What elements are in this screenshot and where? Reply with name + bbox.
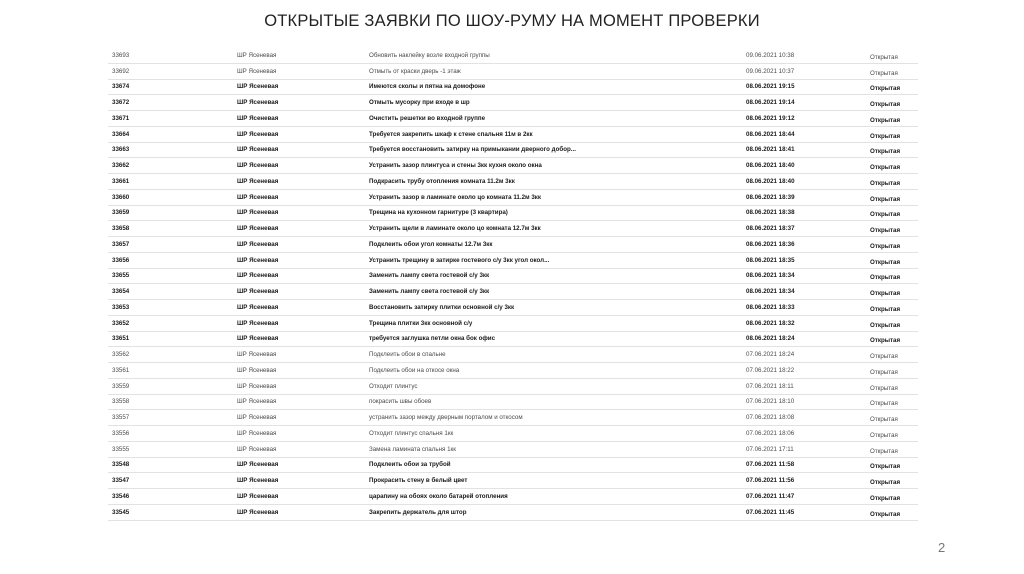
request-location: ШР Ясеневая bbox=[237, 114, 279, 122]
request-date: 08.06.2021 18:34 bbox=[746, 288, 795, 296]
request-status: Открытая bbox=[870, 479, 901, 487]
request-id: 33674 bbox=[112, 83, 130, 91]
request-id: 33558 bbox=[112, 398, 130, 406]
request-status: Открытая bbox=[870, 447, 898, 455]
request-location: ШР Ясеневая bbox=[237, 319, 279, 327]
request-id: 33559 bbox=[112, 382, 130, 390]
request-status: Открытая bbox=[870, 305, 901, 313]
table-row bbox=[108, 489, 918, 505]
request-description: Имеются сколы и пятна на домофоне bbox=[369, 83, 486, 91]
request-id: 33556 bbox=[112, 429, 130, 437]
request-id: 33654 bbox=[112, 288, 130, 296]
request-date: 08.06.2021 18:35 bbox=[746, 256, 795, 264]
table-row bbox=[108, 253, 918, 269]
request-date: 08.06.2021 18:33 bbox=[746, 303, 795, 311]
request-description: Требуется восстановить затирку на примыкании дверного добор... bbox=[369, 146, 576, 154]
request-id: 33652 bbox=[112, 319, 130, 327]
request-id: 33657 bbox=[112, 240, 130, 248]
request-location: ШР Ясеневая bbox=[237, 492, 279, 500]
request-date: 07.06.2021 11:56 bbox=[746, 477, 795, 485]
request-location: ШР Ясеневая bbox=[237, 162, 279, 170]
request-id: 33547 bbox=[112, 477, 130, 485]
request-description: Устранить зазор плинтуса и стены 3кк кухня около окна bbox=[369, 162, 542, 170]
request-location: ШР Ясеневая bbox=[237, 83, 279, 91]
request-status: Открытая bbox=[870, 258, 901, 266]
request-description: покрасить швы обоев bbox=[369, 398, 432, 406]
request-id: 33656 bbox=[112, 256, 130, 264]
request-description: Закрепить держатель для штор bbox=[369, 508, 467, 516]
request-id: 33659 bbox=[112, 209, 130, 217]
request-id: 33545 bbox=[112, 508, 130, 516]
request-description: устранить зазор между дверным порталом и откосом bbox=[369, 414, 523, 422]
request-date: 07.06.2021 18:08 bbox=[746, 414, 795, 422]
table-row bbox=[108, 458, 918, 474]
page-number: 2 bbox=[938, 540, 946, 555]
request-date: 07.06.2021 18:22 bbox=[746, 366, 795, 374]
request-status: Открытая bbox=[870, 337, 901, 345]
table-row bbox=[108, 95, 918, 111]
request-date: 08.06.2021 18:34 bbox=[746, 272, 795, 280]
request-date: 07.06.2021 18:11 bbox=[746, 382, 794, 390]
table-row bbox=[108, 269, 918, 285]
table-row bbox=[108, 48, 918, 64]
request-location: ШР Ясеневая bbox=[237, 382, 277, 390]
request-id: 33660 bbox=[112, 193, 130, 201]
request-id: 33661 bbox=[112, 177, 130, 185]
request-location: ШР Ясеневая bbox=[237, 288, 279, 296]
request-description: Устранить щели в ламинате около цо комната 12.7м 3кк bbox=[369, 225, 541, 233]
request-status: Открытая bbox=[870, 321, 901, 329]
request-location: ШР Ясеневая bbox=[237, 414, 277, 422]
table-row bbox=[108, 347, 918, 363]
table-row bbox=[108, 237, 918, 253]
request-date: 07.06.2021 11:45 bbox=[746, 508, 795, 516]
request-date: 07.06.2021 11:58 bbox=[746, 461, 795, 469]
request-location: ШР Ясеневая bbox=[237, 146, 279, 154]
request-location: ШР Ясеневая bbox=[237, 225, 279, 233]
table-row bbox=[108, 80, 918, 96]
request-id: 33562 bbox=[112, 351, 130, 359]
request-status: Открытая bbox=[870, 179, 901, 187]
request-description: царапину на обоях около батарей отопления bbox=[369, 492, 508, 500]
request-date: 08.06.2021 19:14 bbox=[746, 99, 795, 107]
request-description: Отмыть мусорку при входе в шр bbox=[369, 99, 470, 107]
request-id: 33664 bbox=[112, 130, 130, 138]
request-location: ШР Ясеневая bbox=[237, 209, 279, 217]
request-id: 33561 bbox=[112, 366, 130, 374]
table-row bbox=[108, 174, 918, 190]
table-row bbox=[108, 206, 918, 222]
request-location: ШР Ясеневая bbox=[237, 130, 279, 138]
request-id: 33663 bbox=[112, 146, 130, 154]
request-description: требуется заглушка петли окна бок офис bbox=[369, 335, 496, 343]
table-row bbox=[108, 505, 918, 521]
request-date: 08.06.2021 19:15 bbox=[746, 83, 795, 91]
request-date: 08.06.2021 18:41 bbox=[746, 146, 795, 154]
request-status: Открытая bbox=[870, 368, 898, 376]
request-id: 33548 bbox=[112, 461, 130, 469]
request-location: ШР Ясеневая bbox=[237, 335, 279, 343]
request-date: 07.06.2021 17:11 bbox=[746, 445, 794, 453]
request-id: 33662 bbox=[112, 162, 130, 170]
request-status: Открытая bbox=[870, 416, 898, 424]
request-location: ШР Ясеневая bbox=[237, 256, 279, 264]
request-status: Открытая bbox=[870, 290, 901, 298]
request-status: Открытая bbox=[870, 132, 901, 140]
table-row bbox=[108, 143, 918, 159]
request-id: 33693 bbox=[112, 51, 130, 59]
table-row bbox=[108, 300, 918, 316]
table-row bbox=[108, 221, 918, 237]
request-location: ШР Ясеневая bbox=[237, 177, 279, 185]
page-title: ОТКРЫТЫЕ ЗАЯВКИ ПО ШОУ-РУМУ НА МОМЕНТ ПРОВЕРКИ bbox=[264, 12, 760, 30]
request-date: 09.06.2021 10:37 bbox=[746, 67, 795, 75]
request-location: ШР Ясеневая bbox=[237, 272, 279, 280]
request-date: 08.06.2021 18:39 bbox=[746, 193, 795, 201]
request-location: ШР Ясеневая bbox=[237, 351, 277, 359]
request-date: 08.06.2021 18:36 bbox=[746, 240, 795, 248]
request-date: 08.06.2021 18:38 bbox=[746, 209, 795, 217]
request-description: Восстановить затирку плитки основной с/у 3кк bbox=[369, 303, 515, 311]
request-status: Открытая bbox=[870, 85, 901, 93]
request-date: 07.06.2021 18:06 bbox=[746, 429, 795, 437]
request-location: ШР Ясеневая bbox=[237, 99, 279, 107]
request-location: ШР Ясеневая bbox=[237, 477, 279, 485]
request-id: 33655 bbox=[112, 272, 130, 280]
request-id: 33651 bbox=[112, 335, 130, 343]
table-row bbox=[108, 316, 918, 332]
request-id: 33546 bbox=[112, 492, 130, 500]
request-location: ШР Ясеневая bbox=[237, 461, 279, 469]
request-description: Заменить лампу света гостевой с/у 3кк bbox=[369, 272, 490, 280]
request-location: ШР Ясеневая bbox=[237, 508, 279, 516]
request-date: 08.06.2021 18:37 bbox=[746, 225, 795, 233]
request-date: 08.06.2021 18:44 bbox=[746, 130, 795, 138]
request-description: Очистить решетки во входной группе bbox=[369, 114, 486, 122]
request-date: 08.06.2021 18:40 bbox=[746, 177, 795, 185]
request-status: Открытая bbox=[870, 116, 901, 124]
table-row bbox=[108, 190, 918, 206]
request-description: Замена ламината спальня 1кк bbox=[369, 445, 456, 453]
request-status: Открытая bbox=[870, 494, 901, 502]
request-date: 07.06.2021 18:24 bbox=[746, 351, 795, 359]
request-status: Открытая bbox=[870, 53, 898, 61]
request-status: Открытая bbox=[870, 384, 898, 392]
table-row bbox=[108, 284, 918, 300]
request-date: 07.06.2021 11:47 bbox=[746, 492, 795, 500]
request-id: 33555 bbox=[112, 445, 130, 453]
request-description: Требуется закрепить шкаф к стене спальня 11м в 2кк bbox=[369, 130, 533, 138]
request-date: 08.06.2021 18:32 bbox=[746, 319, 795, 327]
request-location: ШР Ясеневая bbox=[237, 429, 277, 437]
request-location: ШР Ясеневая bbox=[237, 366, 277, 374]
request-location: ШР Ясеневая bbox=[237, 398, 277, 406]
request-description: Прокрасить стену в белый цвет bbox=[369, 477, 468, 485]
request-description: Подклеить обои за трубой bbox=[369, 461, 451, 469]
request-id: 33658 bbox=[112, 225, 130, 233]
table-row bbox=[108, 111, 918, 127]
request-status: Открытая bbox=[870, 211, 901, 219]
table-row bbox=[108, 363, 918, 379]
request-id: 33672 bbox=[112, 99, 130, 107]
request-id: 33671 bbox=[112, 114, 130, 122]
request-location: ШР Ясеневая bbox=[237, 303, 279, 311]
request-status: Открытая bbox=[870, 164, 901, 172]
request-description: Подклеить обои угол комнаты 12.7м 3кк bbox=[369, 240, 493, 248]
request-status: Открытая bbox=[870, 227, 901, 235]
request-description: Трещина на кухонном гарнитуре (3 квартира) bbox=[369, 209, 508, 217]
table-row bbox=[108, 473, 918, 489]
request-description: Заменить лампу света гостевой с/у 3кк bbox=[369, 288, 490, 296]
request-location: ШР Ясеневая bbox=[237, 193, 279, 201]
table-row bbox=[108, 442, 918, 458]
request-status: Открытая bbox=[870, 400, 898, 408]
table-row bbox=[108, 410, 918, 426]
table-row bbox=[108, 64, 918, 80]
request-status: Открытая bbox=[870, 274, 901, 282]
request-description: Подклеить обои на откосе окна bbox=[369, 366, 460, 374]
request-date: 08.06.2021 19:12 bbox=[746, 114, 795, 122]
request-description: Отмыть от краски дверь -1 этаж bbox=[369, 67, 461, 75]
table-row bbox=[108, 332, 918, 348]
request-date: 09.06.2021 10:38 bbox=[746, 51, 795, 59]
table-row bbox=[108, 426, 918, 442]
request-date: 07.06.2021 18:10 bbox=[746, 398, 795, 406]
request-location: ШР Ясеневая bbox=[237, 67, 277, 75]
request-status: Открытая bbox=[870, 195, 901, 203]
requests-table bbox=[108, 48, 918, 521]
request-date: 08.06.2021 18:40 bbox=[746, 162, 795, 170]
request-description: Отходит плинтус спальня 1кк bbox=[369, 429, 454, 437]
request-description: Обновить наклейку возле входной группы bbox=[369, 51, 490, 59]
request-status: Открытая bbox=[870, 242, 901, 250]
request-status: Открытая bbox=[870, 69, 898, 77]
request-date: 08.06.2021 18:24 bbox=[746, 335, 795, 343]
request-description: Подкрасить трубу отопления комната 11.2м 3кк bbox=[369, 177, 515, 185]
request-description: Отходит плинтус bbox=[369, 382, 418, 390]
request-location: ШР Ясеневая bbox=[237, 445, 277, 453]
request-status: Открытая bbox=[870, 463, 901, 471]
request-id: 33692 bbox=[112, 67, 130, 75]
request-description: Устранить трещину в затирке гостевого с/у 3кк угол окол... bbox=[369, 256, 550, 264]
request-status: Открытая bbox=[870, 148, 901, 156]
request-status: Открытая bbox=[870, 101, 901, 109]
table-row bbox=[108, 395, 918, 411]
request-description: Подклеить обои в спальне bbox=[369, 351, 446, 359]
table-row bbox=[108, 127, 918, 143]
request-status: Открытая bbox=[870, 353, 898, 361]
request-description: Трещина плитки 3кк основной с/у bbox=[369, 319, 473, 327]
table-row bbox=[108, 379, 918, 395]
request-id: 33653 bbox=[112, 303, 130, 311]
table-row bbox=[108, 158, 918, 174]
request-status: Открытая bbox=[870, 431, 898, 439]
request-id: 33557 bbox=[112, 414, 130, 422]
request-location: ШР Ясеневая bbox=[237, 51, 277, 59]
request-description: Устранить зазор в ламинате около цо комната 11.2м 3кк bbox=[369, 193, 541, 201]
request-status: Открытая bbox=[870, 510, 901, 518]
request-location: ШР Ясеневая bbox=[237, 240, 279, 248]
